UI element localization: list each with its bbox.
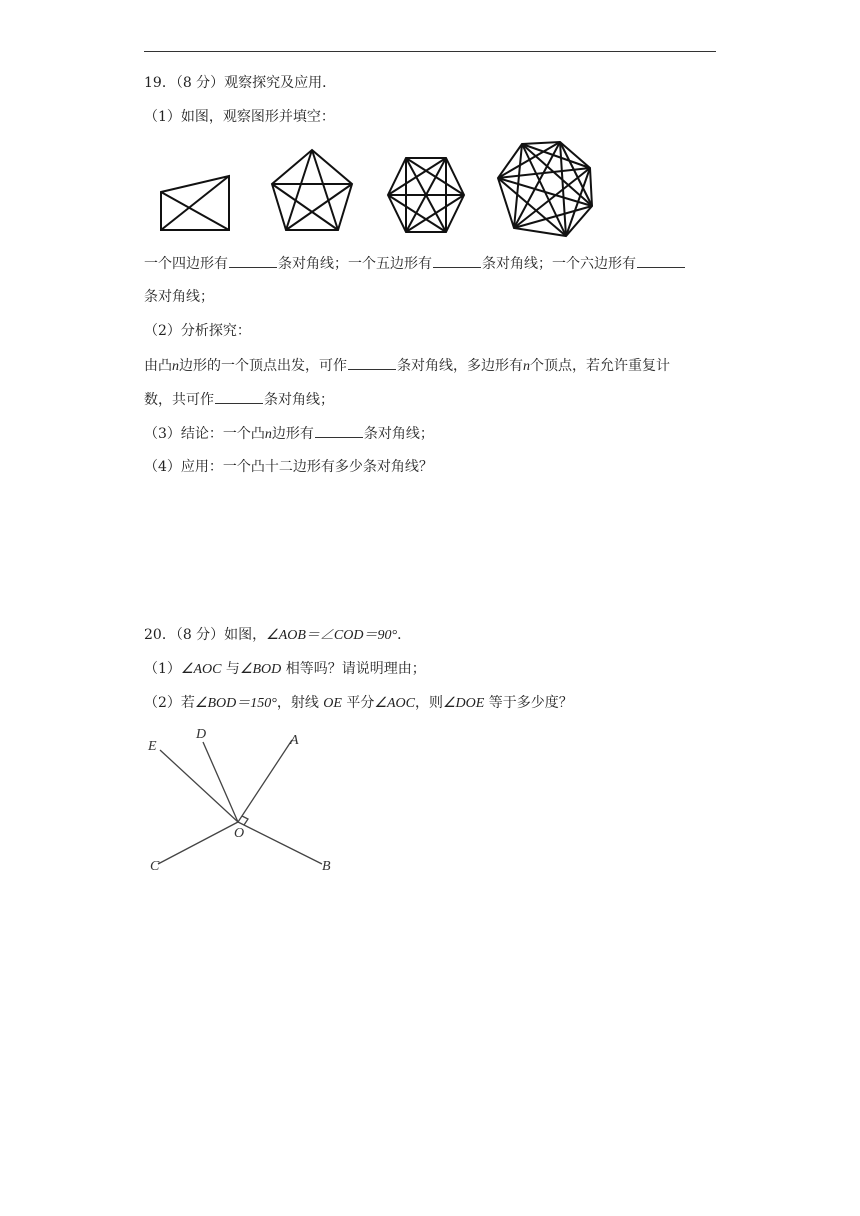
text-segment: （3）结论：一个凸 bbox=[144, 426, 265, 442]
text-segment: （2）若 bbox=[144, 695, 195, 711]
math-expression: ∠AOC bbox=[180, 662, 222, 677]
text-segment: 等于多少度？ bbox=[484, 695, 573, 711]
q19-part2: （2）分析探究： bbox=[144, 323, 251, 339]
q19-fill-line-1 bbox=[144, 253, 686, 274]
text-segment: 与 bbox=[221, 661, 240, 677]
quadrilateral-figure bbox=[155, 170, 235, 236]
text-segment: 边形有 bbox=[271, 426, 314, 442]
text-segment: 条对角线； bbox=[264, 392, 334, 408]
math-expression: ∠BOD＝150° bbox=[194, 696, 277, 711]
answer-blank[interactable] bbox=[637, 253, 685, 268]
header-rule bbox=[144, 51, 716, 52]
math-expression: ∠AOB＝∠COD＝90° bbox=[266, 628, 398, 643]
ray-oe bbox=[160, 750, 238, 822]
hexagon-figure bbox=[384, 154, 468, 236]
q19-fill-line-1-end: 条对角线； bbox=[144, 289, 214, 305]
q19-header: 19．（8 分）观察探究及应用． bbox=[144, 75, 337, 91]
text-segment: 个顶点，若允许重复计 bbox=[530, 358, 670, 374]
text-segment: ． bbox=[397, 627, 412, 643]
label-o: O bbox=[234, 826, 245, 841]
pentagon-figure bbox=[266, 146, 358, 234]
text-segment: 由凸 bbox=[144, 358, 172, 374]
q19-part1: （1）如图，观察图形并填空： bbox=[144, 109, 335, 125]
math-expression: ∠BOD bbox=[239, 662, 282, 677]
text-segment: 一个四边形有 bbox=[144, 256, 228, 272]
ray-od bbox=[203, 742, 238, 822]
variable-n: n bbox=[264, 427, 272, 442]
q19-part4: （4）应用：一个凸十二边形有多少条对角线？ bbox=[144, 459, 433, 475]
variable-n: n bbox=[172, 359, 179, 374]
text-segment: 边形的一个顶点出发，可作 bbox=[179, 358, 347, 374]
label-c: C bbox=[150, 859, 160, 874]
label-b: B bbox=[322, 859, 331, 874]
right-angle-mark bbox=[242, 816, 248, 825]
variable-n: n bbox=[523, 359, 530, 374]
text-segment: 条对角线； bbox=[363, 426, 434, 442]
q20-header bbox=[144, 625, 411, 646]
text-segment: 20．（8 分）如图， bbox=[144, 627, 267, 643]
answer-blank[interactable] bbox=[229, 253, 277, 268]
text-segment: ，则 bbox=[414, 695, 443, 711]
q20-part2 bbox=[144, 693, 573, 714]
text-segment: 条对角线；一个五边形有 bbox=[278, 256, 432, 272]
ray-oa bbox=[238, 740, 292, 822]
text-segment: 数，共可作 bbox=[144, 392, 214, 408]
text-segment: 条对角线，多边形有 bbox=[397, 358, 523, 374]
text-segment: （1） bbox=[144, 661, 181, 677]
label-a: A bbox=[290, 733, 299, 748]
answer-blank[interactable] bbox=[215, 389, 263, 404]
heptagon-figure bbox=[494, 138, 600, 242]
ray-oc bbox=[158, 822, 238, 864]
math-expression: ∠AOC bbox=[374, 696, 415, 711]
q19-fill-line-2 bbox=[144, 355, 670, 377]
ray-ob bbox=[238, 822, 322, 864]
q19-part3 bbox=[144, 423, 434, 445]
text-segment: 相等吗？请说明理由； bbox=[281, 661, 426, 677]
label-e: E bbox=[148, 739, 157, 754]
answer-blank[interactable] bbox=[348, 355, 396, 370]
math-expression: ∠DOE bbox=[442, 696, 485, 711]
angle-figure bbox=[140, 722, 360, 882]
answer-blank[interactable] bbox=[433, 253, 481, 268]
q19-fill-line-3 bbox=[144, 389, 334, 410]
answer-blank[interactable] bbox=[315, 423, 363, 438]
text-segment: 条对角线；一个六边形有 bbox=[482, 256, 636, 272]
text-segment: 平分 bbox=[341, 695, 375, 711]
text-segment: ，射线 bbox=[276, 695, 324, 711]
math-expression: OE bbox=[323, 696, 342, 711]
q20-part1 bbox=[144, 659, 426, 680]
label-d: D bbox=[196, 727, 207, 742]
